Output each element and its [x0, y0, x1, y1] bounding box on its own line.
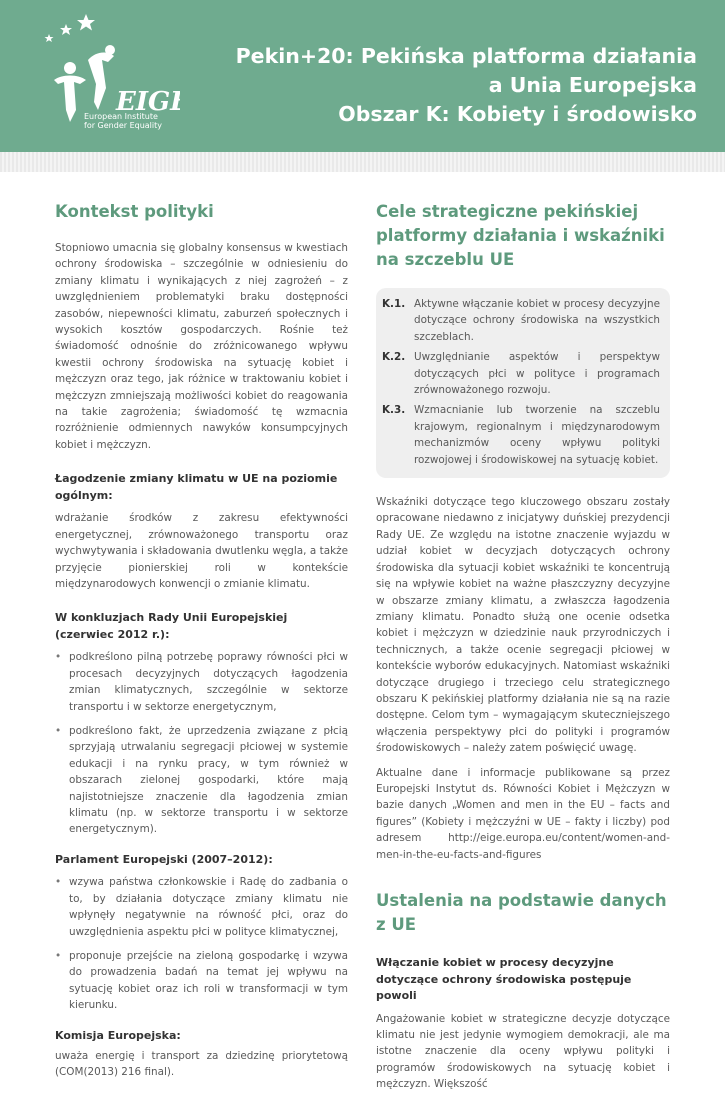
findings-paragraph: Angażowanie kobiet w strategiczne decyzje dotyczące klimatu nie jest jedynie wymogiem demokracji, ale ma istotne znaczenie dla oceny wpływu polityki i programów środowiskowych na sytuację kobiet i mężczyzn. Większość — [376, 1012, 670, 1091]
council-conclusions-heading: W konkluzjach Rady Unii Europejskiej (czerwiec 2012 r.): — [55, 611, 288, 641]
goal-number: K.1. — [382, 298, 406, 310]
svg-text:EIGE: EIG — [116, 87, 171, 117]
logo-caption-line: European Institute — [84, 112, 158, 121]
goal-text: Wzmacnianie lub tworzenie na szczeblu krajowym, regionalnym i międzynarodowym mechanizmów oceny wpływu polityki rozwojowej i środowiskowej na sytuację kobiet. — [414, 404, 660, 466]
commission-heading: Komisja Europejska: — [55, 1028, 181, 1042]
goal-item — [382, 402, 660, 468]
eu-mitigation-text: wdrażanie środków z zakresu efektywności energetycznej, zrównoważonego transportu oraz wychwytywania i składowania dwutlenku węgla, a także przyjęcie pionierskiej roli w kontekście międzynarodowych konwencji o zmianie klimatu. — [55, 512, 348, 590]
goal-number: K.3. — [382, 404, 406, 417]
strategic-goals-box — [376, 288, 670, 478]
council-bullets — [55, 649, 348, 837]
title-line-1: Pekin+20: Pekińska platforma działania — [235, 44, 697, 68]
eu-mitigation-heading: Łagodzenie zmiany klimatu w UE na poziomie ogólnym: — [55, 472, 338, 502]
policy-context-heading: Kontekst polityki — [55, 202, 214, 221]
list-item: • wzywa państwa członkowskie i Radę do zadbania o to, by działania dotyczące zmiany klimatu nie wpłynęły negatywnie na równość płci, oraz do uwzględnienia aspektu płci w polityce klimatycznej, — [55, 874, 348, 940]
parliament-bullets — [55, 874, 348, 1013]
goal-item — [382, 296, 660, 345]
left-column — [55, 200, 348, 1081]
page-title — [236, 42, 697, 129]
goal-number: K.2. — [382, 351, 406, 364]
findings-heading: Ustalenia na podstawie danych z UE — [376, 891, 667, 934]
title-line-3: Obszar K: Kobiety i środowisko — [338, 102, 697, 126]
list-item: • proponuje przejście na zieloną gospodarkę i wzywa do prowadzenia badań na temat jej wpływu na sytuację kobiet oraz ich roli w transformacji w tym kierunku. — [55, 948, 348, 1014]
title-line-2: a Unia Europejska — [488, 73, 697, 97]
strategic-goals-heading: Cele strategiczne pekińskiej platformy działania i wskaźniki na szczeblu UE — [376, 202, 665, 269]
intro-paragraph: Stopniowo umacnia się globalny konsensus w kwestiach ochrony środowiska – szczególnie w odniesieniu do zmiany klimatu i wynikających z niej zagrożeń – z uwzględnieniem problematyki braku dostępności zasobów, niepewności klimatu, zaburzeń społecznych i wysokich kosztów gospodarczych. Rośnie też świadomość odnośnie do zróżnicowanego wpływu kwestii ochrony środowiska na sytuację kobiet i mężczyzn oraz tego, jak różnice w traktowaniu kobiet i mężczyzn zmniejszają możliwości kobiet do reagowania na takie zagrożenia; świadomość tę wzmacnia rozróżnienie odmiennych nawyków konsumpcyjnych kobiet i mężczyzn. — [55, 242, 348, 451]
logo-caption — [84, 112, 162, 130]
goal-text: Aktywne włączanie kobiet w procesy decyzyjne dotyczące ochrony środowiska na wszystkich szczeblach. — [414, 298, 660, 343]
database-paragraph: Aktualne dane i informacje publikowane są przez Europejski Instytut ds. Równości Kobiet i Mężczyzn w bazie danych „Women and men in the EU – facts and figures” (Kobiety i mężczyźni w UE – fakty i liczby) pod adresem http://eige.europa.eu/content/women-and-men-in-the-eu-facts-and-figures — [376, 766, 670, 861]
right-column — [376, 200, 670, 1093]
goal-text: Uwzględnianie aspektów i perspektyw dotyczących płci w polityce i programach zrównoważonego rozwoju. — [414, 351, 660, 397]
logo-caption-line: for Gender Equality — [84, 121, 162, 130]
page-header — [0, 0, 725, 152]
commission-text: uważa energię i transport za dziedzinę priorytetową (COM(2013) 216 final). — [55, 1050, 348, 1079]
indicators-paragraph: Wskaźniki dotyczące tego kluczowego obszaru zostały opracowane niedawno z inicjatywy duńskiej prezydencji Rady UE. Ze względu na istotne znaczenie wyjazdu w udział kobiet w decyzjach dotyczących ochrony środowiska dla sytuacji kobiet wskaźniki te koncentrują się na wpływie kobiet na ważne płaszczyzny decyzyjne w obszarze zmiany klimatu, a zwłaszcza łagodzenia zmiany klimatu. Ponadto służą one ocenie odsetka kobiet i mężczyzn w dziedzinie nauk przyrodniczych i technicznych, a także ocenie segregacji płciowej w kontekście wyborów edukacyjnych. Natomiast wskaźniki dotyczące drugiego i trzeciego celu strategicznego obszaru K pekińskiej platformy działania nie są na razie dostępne. Celom tym – wymagającym skuteczniejszego włączenia perspektywy płci do polityki i programów środowiskowych – należy zatem poświęcić uwagę. — [376, 496, 670, 755]
header-divider-band — [0, 152, 725, 172]
list-item: • podkreślono pilną potrzebę poprawy równości płci w procesach decyzyjnych dotyczących łagodzenia zmian klimatycznych, szczególnie w sektorze transportu i w sektorze energetycznym, — [55, 649, 348, 715]
goal-item — [382, 349, 660, 398]
findings-subheading: Włączanie kobiet w procesy decyzyjne dotyczące ochrony środowiska postępuje powoli — [376, 956, 632, 1002]
list-item: • podkreślono fakt, że uprzedzenia związane z płcią sprzyjają utrwalaniu segregacji płciowej w systemie edukacji i na rynku pracy, w tym również w obszarach zielonej gospodarki, które mają najistotniejsze znaczenie dla łagodzenia zmian klimatu (np. w sektorze transportu i w sektorze energetycznym). — [55, 723, 348, 838]
parliament-heading: Parlament Europejski (2007–2012): — [55, 852, 273, 866]
